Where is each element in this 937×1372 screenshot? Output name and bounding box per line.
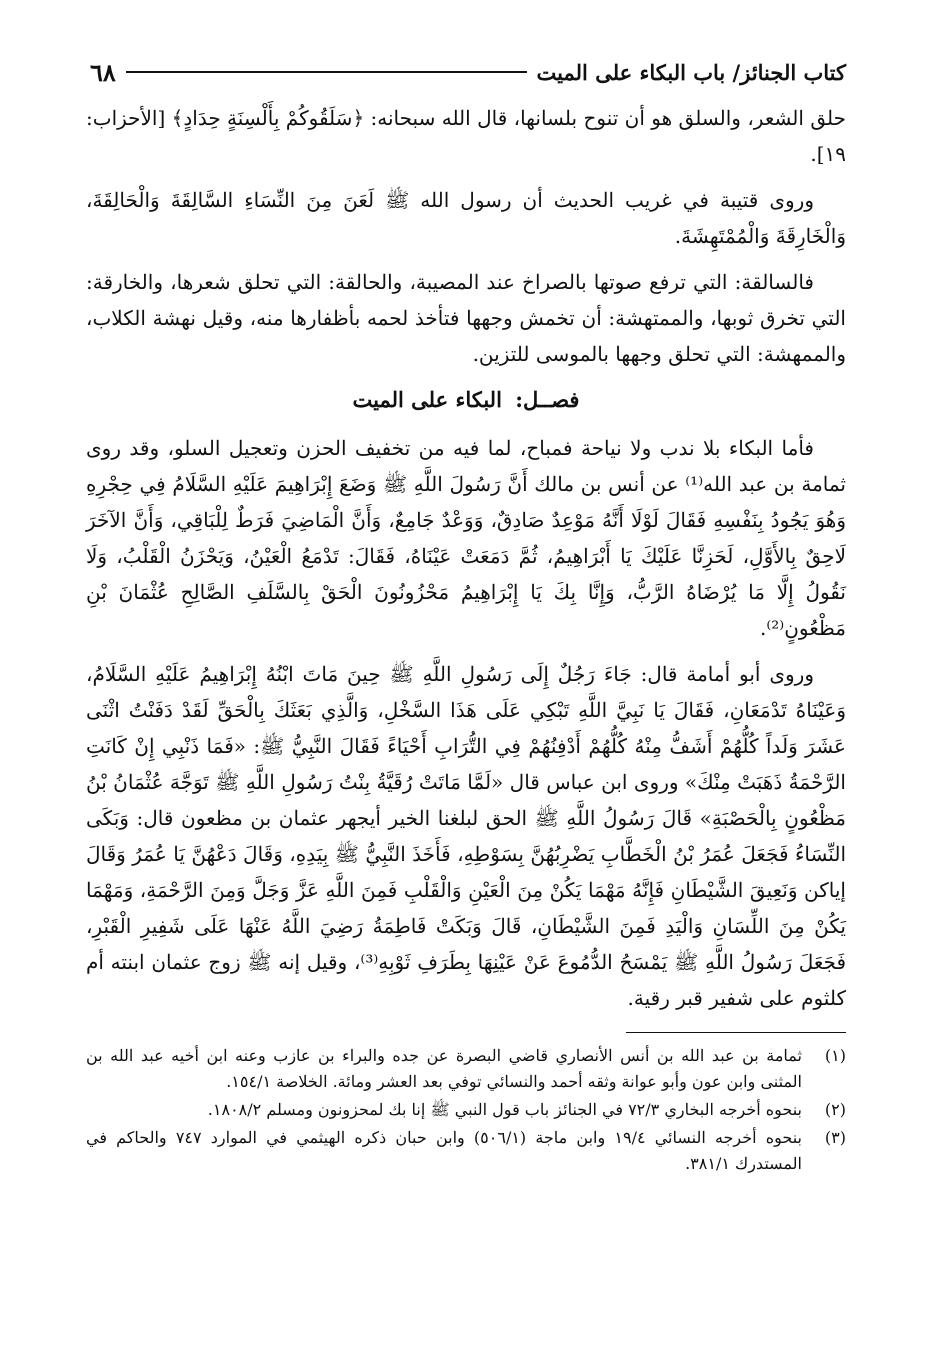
paragraph: وروى قتيبة في غريب الحديث أن رسول الله ﷺ لَعَنَ مِنَ النِّسَاءِ السَّالِقَةَ وَالْحَالِقَةَ، وَالْخَارِقَةَ وَالْمُمْتَهِشَةَ. [86,188,846,248]
footnote-text: ثمامة بن عبد الله بن أنس الأنصاري قاضي البصرة عن جده والبراء بن عازب وعنه ابن أخيه عبد الله بن المثنى وابن عون وأبو عوانة وثقه أحمد والنسائي توفي بعد العشر ومائة. الخلاصة ١٥٤/١. [86,1046,802,1091]
main-text [86,100,846,1016]
footnote-number: (١) [824,1046,846,1065]
footnote-text: بنحوه أخرجه النسائي ١٩/٤ وابن ماجة (٥٠٦/١) وابن حبان ذكره الهيثمي في الموارد ٧٤٧ والحاكم في المستدرك ٣٨١/١. [86,1128,803,1173]
paragraph: وروى أبو أمامة قال: جَاءَ رَجُلٌ إِلَى رَسُولِ اللَّهِ ﷺ حِينَ مَاتَ ابْنُهُ إِبْرَاهِيمُ عَلَيْهِ السَّلَامُ، وَعَيْنَاهُ تَدْمَعَانِ، فَقَالَ يَا نَبِيَّ اللَّهِ تَبْكِي عَلَى هَذَا السَّخْلِ، وَالَّذِي بَعَثَكَ بِالْحَقِّ لَقَدْ دَفَنْتُ اثْنَى عَشَرَ وَلَداً كُلُّهُمْ أَشَفُّ مِنْهُ كُلُّهُمْ أَدْفِنُهُمْ فِي التُّرَابِ أَحْيَاءً فَقَالَ النَّبِيُّ ﷺ: «فَمَا ذَنْبِي إِنْ كَانَتِ الرَّحْمَةُ ذَهَبَتْ مِنْكَ» وروى ابن عباس قال «لَمَّا مَاتَتْ رُقَيَّةُ بِنْتُ رَسُولِ اللَّهِ ﷺ تَوَجَّهَ عُثْمَانُ بْنُ مَظْعُونٍ بِالْحَصْبَةِ» قَالَ رَسُولُ اللَّهِ ﷺ الحق لبلغنا الخير أيجهر عثمان بن مظعون قال: وَبَكَى النِّسَاءُ فَجَعَلَ عُمَرُ بْنُ الْخَطَّابِ يَضْرِبُهُنَّ بِسَوْطِهِ، فَأَخَذَ النَّبِيُّ ﷺ بِيَدِهِ، وَقَالَ دَعْهُنَّ يَا عُمَرُ وَقَالَ إياكن وَنَعِيقَ الشَّيْطَانِ فَإِنَّهُ مَهْمَا يَكُنْ مِنَ الْعَيْنِ وَالْقَلْبِ فَمِنَ اللَّهِ عَزَّ وَجَلَّ وَمِنَ الرَّحْمَةِ، وَمَهْمَا يَكُنْ مِنَ اللِّسَانِ وَالْيَدِ فَمِنَ الشَّيْطَانِ، قَالَ وَبَكَتْ فَاطِمَةُ رَضِيَ اللَّهُ عَنْهَا عَلَى شَفِيرِ الْقَبْرِ، فَجَعَلَ رَسُولُ اللَّهِ ﷺ يَمْسَحُ الدُّمُوعَ عَنْ عَيْنِهَا بِطَرَفِ ثَوْبِهِ⁽³⁾، وقيل إنه ﷺ زوج عثمان ابنته أم كلثوم على شفير قبر رقية. [86,662,847,1010]
book-page [86,52,846,1342]
footnote-number: (٣) [824,1128,846,1147]
header-rule [126,71,527,73]
running-header [86,52,846,92]
footnote [86,1097,846,1123]
footnote [86,1043,846,1095]
footnote-text: بنحوه أخرجه البخاري ٧٢/٣ في الجنائز باب قول النبي ﷺ إنا بك لمحزونون ومسلم ١٨٠٨/٢. [207,1100,802,1119]
paragraph: فأما البكاء بلا ندب ولا نياحة فمباح، لما فيه من تخفيف الحزن وتعجيل السلو، وقد روى ثمامة بن عبد الله⁽¹⁾ عن أنس بن مالك أَنَّ رَسُولَ اللَّهِ ﷺ وَضَعَ إِبْرَاهِيمَ عَلَيْهِ السَّلَامُ فِي حِجْرِهِ وَهُوَ يَجُودُ بِنَفْسِهِ فَقَالَ لَوْلَا أَنَّهُ مَوْعِدٌ صَادِقٌ، وَوَعْدٌ جَامِعٌ، وَأَنَّ الْمَاضِيَ فَرَطٌ لِلْبَاقِي، وَأَنَّ الآخَرَ لَاحِقٌ بِالأَوَّلِ، لَحَزِنَّا عَلَيْكَ يَا أَبْرَاهِيمُ، ثُمَّ دَمَعَتْ عَيْنَاهُ، فَقَالَ: تَدْمَعُ الْعَيْنُ، وَيَحْزَنُ الْقَلْبُ، وَلَا نَقُولُ إِلَّا مَا يُرْضَاهُ الرَّبُّ، وَإِنَّا بِكَ يَا إِبْرَاهِيمُ مَحْزُونُونَ الْحَقْ بِالسَّلَفِ الصَّالِحِ عُثْمَانَ بْنِ مَظْعُونٍ⁽²⁾. [86,436,846,640]
chapter-title: كتاب الجنائز/ باب البكاء على الميت [536,59,846,85]
page-number: ٦٨ [90,57,116,87]
section-title-text: البكاء على الميت [352,387,502,412]
paragraph: حلق الشعر، والسلق هو أن تنوح بلسانها، قال الله سبحانه: ﴿سَلَقُوكُمْ بِأَلْسِنَةٍ حِدَادٍ﴾ [الأحزاب: ١٩]. [86,106,846,166]
footnotes [86,1043,846,1177]
footnote [86,1125,846,1177]
footnote-number: (٢) [824,1100,846,1119]
paragraph: فالسالقة: التي ترفع صوتها بالصراخ عند المصيبة، والحالقة: التي تحلق شعرها، والخارقة: التي تخرق ثوبها، والممتهشة: أن تخمش وجهها فتأخذ لحمه بأظفارها منه، وقيل نهشة الكلاب، والممهشة: التي تحلق وجهها بالموسى للتزين. [86,270,846,366]
footnote-rule [626,1032,846,1033]
section-label: فصــل: [515,387,580,412]
section-heading [86,382,846,418]
